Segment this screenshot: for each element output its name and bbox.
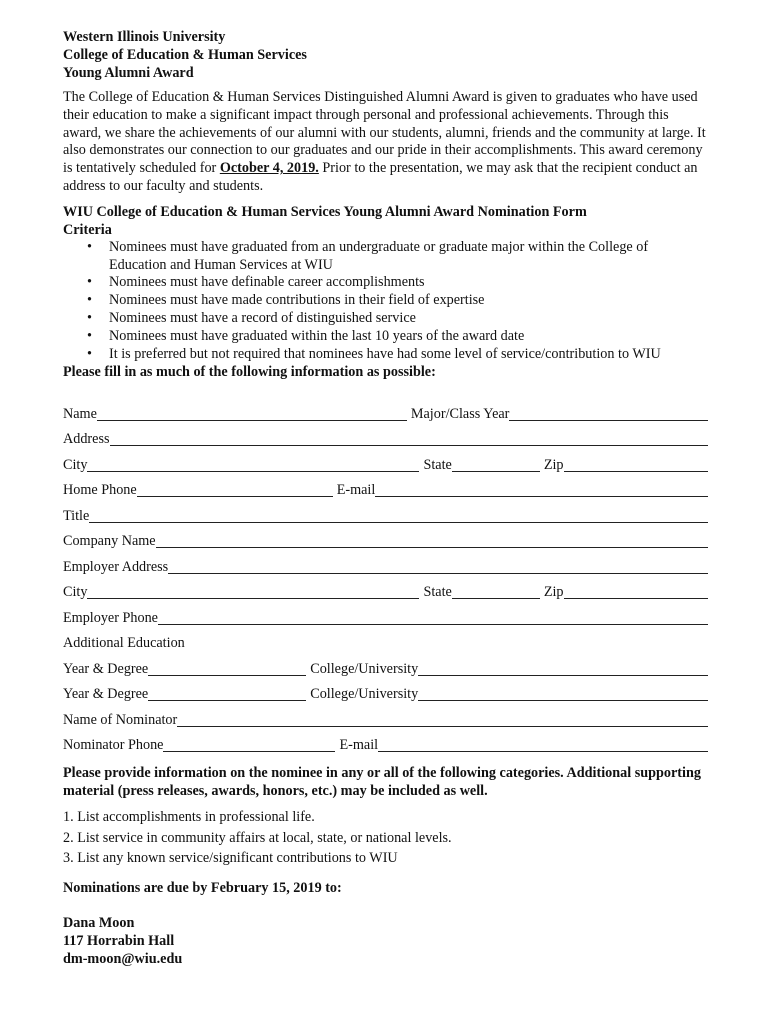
name-label: Name — [63, 405, 97, 422]
university-name: Western Illinois University — [63, 29, 226, 45]
category-item: 3. List any known service/significant contributions to WIU — [63, 850, 398, 867]
year-degree-label: Year & Degree — [63, 686, 149, 703]
nominator-name-field[interactable] — [177, 712, 708, 727]
criteria-item: • Nominees must have made contributions in their field of expertise — [109, 292, 708, 310]
title-row — [63, 499, 708, 525]
employer-address-row — [63, 550, 708, 576]
criteria-item: • It is preferred but not required that nominees have had some level of service/contribution to WIU — [109, 346, 708, 364]
supporting-material-note: Please provide information on the nominee in any or all of the following categories. Additional supporting material (press releases, awards, honors, etc.) may be included as well. — [63, 765, 701, 800]
email-label: E-mail — [336, 482, 376, 499]
employer-city-field[interactable] — [87, 584, 419, 599]
form-title: WIU College of Education & Human Services Young Alumni Award Nomination Form Criteria — [63, 203, 708, 239]
education-row-1 — [63, 652, 708, 678]
address-label: Address — [63, 431, 110, 448]
fill-instructions: Please fill in as much of the following information as possible: — [63, 364, 436, 381]
employer-state-field[interactable] — [452, 584, 540, 599]
criteria-item: • Nominees must have a record of distinguished service — [109, 310, 708, 328]
company-field[interactable] — [156, 533, 708, 548]
employer-phone-label: Employer Phone — [63, 609, 158, 626]
due-date: Nominations are due by February 15, 2019 to: — [63, 879, 342, 896]
criteria-item: • Nominees must have graduated from an undergraduate or graduate major within the College of Education and Human Services at WIU — [109, 239, 708, 275]
nominator-name-label: Name of Nominator — [63, 711, 178, 728]
document-header — [63, 28, 708, 82]
year-degree-field-2[interactable] — [148, 686, 306, 701]
college-field-2[interactable] — [418, 686, 708, 701]
city-row — [63, 448, 708, 474]
employer-address-field[interactable] — [168, 559, 708, 574]
category-item: 2. List service in community affairs at local, state, or national levels. — [63, 829, 452, 846]
nominator-phone-label: Nominator Phone — [63, 737, 164, 754]
nomination-form-page — [63, 28, 708, 968]
major-field[interactable] — [509, 406, 708, 421]
college-label: College/University — [310, 660, 419, 677]
company-label: Company Name — [63, 533, 156, 550]
name-field[interactable] — [97, 406, 407, 421]
employer-zip-label: Zip — [543, 584, 564, 601]
contact-block — [63, 914, 708, 968]
employer-city-label: City — [63, 584, 88, 601]
zip-field[interactable] — [564, 457, 708, 472]
college-label: College/University — [310, 686, 419, 703]
employer-city-row — [63, 576, 708, 602]
criteria-item: • Nominees must have definable career accomplishments — [109, 274, 708, 292]
award-name: Young Alumni Award — [63, 65, 194, 81]
address-field[interactable] — [110, 431, 709, 446]
year-degree-field-1[interactable] — [148, 661, 306, 676]
criteria-list — [63, 239, 708, 364]
employer-state-label: State — [423, 584, 452, 601]
email-field[interactable] — [375, 482, 708, 497]
college-name: College of Education & Human Services — [63, 47, 307, 63]
employer-address-label: Employer Address — [63, 558, 169, 575]
title-field[interactable] — [89, 508, 708, 523]
address-row — [63, 423, 708, 449]
nominee-fields — [63, 397, 708, 754]
company-row — [63, 525, 708, 551]
nominator-name-row — [63, 703, 708, 729]
criteria-item: • Nominees must have graduated within the last 10 years of the award date — [109, 328, 708, 346]
zip-label: Zip — [543, 456, 564, 473]
state-label: State — [423, 456, 452, 473]
nominator-phone-row — [63, 729, 708, 755]
year-degree-label: Year & Degree — [63, 660, 149, 677]
home-phone-row — [63, 474, 708, 500]
nominator-email-label: E-mail — [339, 737, 379, 754]
name-row — [63, 397, 708, 423]
employer-zip-field[interactable] — [564, 584, 708, 599]
category-item: 1. List accomplishments in professional life. — [63, 809, 315, 826]
home-phone-field[interactable] — [137, 482, 333, 497]
contact-address: 117 Horrabin Hall — [63, 932, 175, 949]
city-field[interactable] — [87, 457, 419, 472]
employer-phone-field[interactable] — [158, 610, 708, 625]
nominator-phone-field[interactable] — [163, 737, 335, 752]
title-label: Title — [63, 507, 90, 524]
home-phone-label: Home Phone — [63, 482, 137, 499]
state-field[interactable] — [452, 457, 540, 472]
city-label: City — [63, 456, 88, 473]
college-field-1[interactable] — [418, 661, 708, 676]
major-label: Major/Class Year — [410, 405, 510, 422]
additional-education-label: Additional Education — [63, 635, 185, 652]
category-list — [63, 807, 708, 869]
contact-name: Dana Moon — [63, 914, 135, 931]
contact-email[interactable]: dm-moon@wiu.edu — [63, 950, 183, 967]
nominator-email-field[interactable] — [378, 737, 708, 752]
education-row-2 — [63, 678, 708, 704]
ceremony-date: October 4, 2019. — [219, 160, 319, 177]
additional-education-row — [63, 627, 708, 653]
employer-phone-row — [63, 601, 708, 627]
criteria-heading: Criteria — [63, 221, 112, 238]
intro-paragraph: The College of Education & Human Services Distinguished Alumni Award is given to graduates who have used their education to make a significant impact through personal and professional achievements. Through this award, we share the achievements of our alumni with our students, alumni, friends and the community at large. It also demonstrates our connection to our graduates and our pride in their accomplishments. This award ceremony is tentatively scheduled for October 4, 2019. Prior to the presentation, we may ask that the recipient conduct an address to our faculty and students. — [63, 89, 706, 194]
